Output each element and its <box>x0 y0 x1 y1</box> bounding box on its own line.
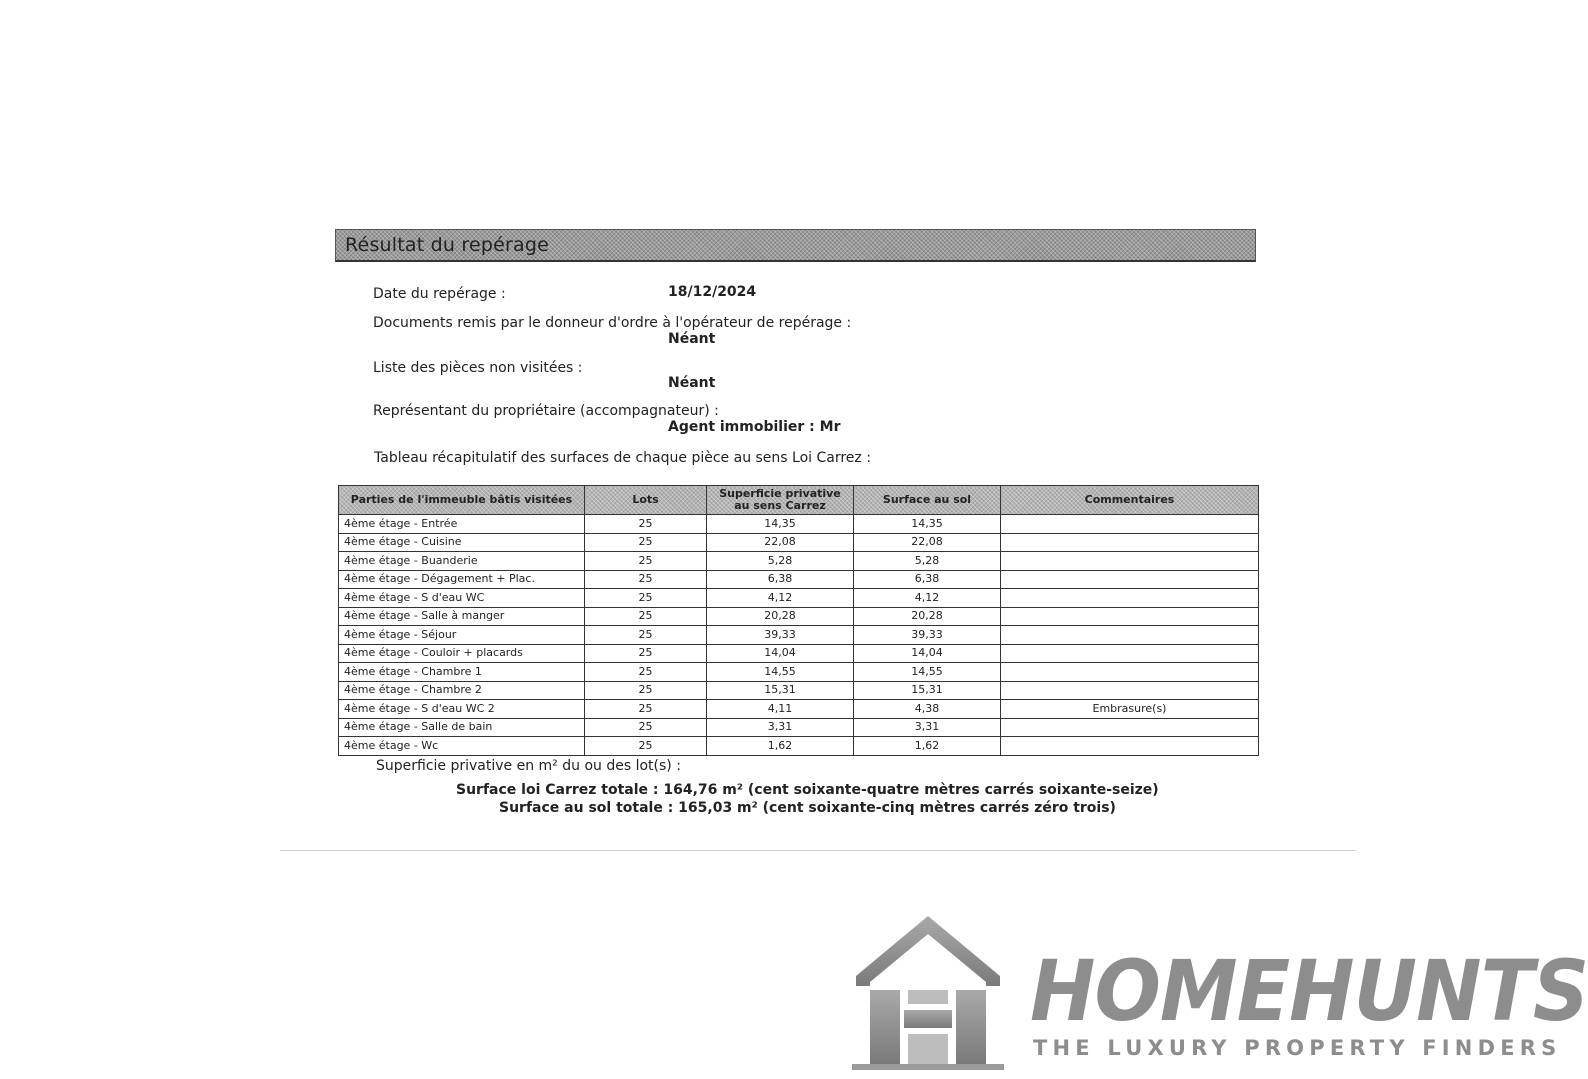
documents-label: Documents remis par le donneur d'ordre à l'opérateur de repérage : <box>373 315 852 331</box>
cell-sol: 4,12 <box>854 589 1001 608</box>
cell-lot: 25 <box>585 515 707 534</box>
table-row <box>339 718 1259 737</box>
cell-commentaire <box>1001 589 1259 608</box>
table-header-row <box>339 486 1259 515</box>
cell-sol: 1,62 <box>854 737 1001 756</box>
cell-partie: 4ème étage - Salle de bain <box>339 718 585 737</box>
cell-commentaire <box>1001 718 1259 737</box>
brand-tagline: THE LUXURY PROPERTY FINDERS <box>1033 1036 1562 1060</box>
table-row <box>339 533 1259 552</box>
house-logo-icon <box>848 912 1008 1072</box>
cell-sol: 22,08 <box>854 533 1001 552</box>
representative-label: Représentant du propriétaire (accompagnateur) : <box>373 403 719 419</box>
cell-carrez: 14,55 <box>707 663 854 682</box>
cell-sol: 14,55 <box>854 663 1001 682</box>
header-sol: Surface au sol <box>854 486 1001 515</box>
cell-partie: 4ème étage - Cuisine <box>339 533 585 552</box>
table-row <box>339 607 1259 626</box>
cell-sol: 20,28 <box>854 607 1001 626</box>
cell-carrez: 1,62 <box>707 737 854 756</box>
cell-commentaire <box>1001 515 1259 534</box>
cell-carrez: 39,33 <box>707 626 854 645</box>
cell-lot: 25 <box>585 570 707 589</box>
header-parties: Parties de l'immeuble bâtis visitées <box>339 486 585 515</box>
surface-table <box>338 485 1259 756</box>
documents-value: Néant <box>668 331 716 347</box>
table-row <box>339 515 1259 534</box>
cell-partie: 4ème étage - Chambre 1 <box>339 663 585 682</box>
table-row <box>339 700 1259 719</box>
cell-lot: 25 <box>585 663 707 682</box>
divider <box>280 850 1355 851</box>
cell-lot: 25 <box>585 718 707 737</box>
cell-commentaire <box>1001 681 1259 700</box>
cell-lot: 25 <box>585 533 707 552</box>
cell-sol: 14,35 <box>854 515 1001 534</box>
header-lots: Lots <box>585 486 707 515</box>
cell-carrez: 4,12 <box>707 589 854 608</box>
cell-sol: 4,38 <box>854 700 1001 719</box>
cell-carrez: 20,28 <box>707 607 854 626</box>
cell-carrez: 6,38 <box>707 570 854 589</box>
cell-sol: 14,04 <box>854 644 1001 663</box>
cell-commentaire <box>1001 626 1259 645</box>
date-label: Date du repérage : <box>373 286 506 302</box>
brand-watermark: HOMEHUNTS <box>1030 942 1588 1040</box>
table-row <box>339 552 1259 571</box>
section-title: Résultat du repérage <box>345 234 550 256</box>
cell-commentaire: Embrasure(s) <box>1001 700 1259 719</box>
table-row <box>339 663 1259 682</box>
cell-lot: 25 <box>585 681 707 700</box>
cell-commentaire <box>1001 607 1259 626</box>
cell-lot: 25 <box>585 644 707 663</box>
cell-sol: 5,28 <box>854 552 1001 571</box>
cell-lot: 25 <box>585 626 707 645</box>
cell-commentaire <box>1001 737 1259 756</box>
cell-carrez: 14,35 <box>707 515 854 534</box>
cell-sol: 15,31 <box>854 681 1001 700</box>
cell-partie: 4ème étage - Dégagement + Plac. <box>339 570 585 589</box>
cell-partie: 4ème étage - S d'eau WC 2 <box>339 700 585 719</box>
non-visited-value: Néant <box>668 375 716 391</box>
cell-partie: 4ème étage - S d'eau WC <box>339 589 585 608</box>
table-row <box>339 737 1259 756</box>
cell-carrez: 3,31 <box>707 718 854 737</box>
cell-commentaire <box>1001 533 1259 552</box>
cell-sol: 3,31 <box>854 718 1001 737</box>
carrez-total: Surface loi Carrez totale : 164,76 m² (cent soixante-quatre mètres carrés soixante-seize) <box>456 782 1159 798</box>
table-row <box>339 570 1259 589</box>
non-visited-label: Liste des pièces non visitées : <box>373 360 583 376</box>
cell-carrez: 5,28 <box>707 552 854 571</box>
representative-value: Agent immobilier : Mr <box>668 419 841 435</box>
date-value: 18/12/2024 <box>668 284 757 300</box>
table-row <box>339 681 1259 700</box>
table-row <box>339 626 1259 645</box>
cell-partie: 4ème étage - Wc <box>339 737 585 756</box>
header-carrez: Superficie privative au sens Carrez <box>707 486 854 515</box>
cell-carrez: 14,04 <box>707 644 854 663</box>
cell-commentaire <box>1001 552 1259 571</box>
ground-total: Surface au sol totale : 165,03 m² (cent soixante-cinq mètres carrés zéro trois) <box>499 800 1116 816</box>
cell-carrez: 15,31 <box>707 681 854 700</box>
cell-sol: 39,33 <box>854 626 1001 645</box>
cell-partie: 4ème étage - Buanderie <box>339 552 585 571</box>
header-commentaires: Commentaires <box>1001 486 1259 515</box>
cell-commentaire <box>1001 663 1259 682</box>
summary-label: Superficie privative en m² du ou des lot(s) : <box>376 758 681 774</box>
cell-sol: 6,38 <box>854 570 1001 589</box>
section-banner <box>335 229 1256 262</box>
cell-partie: 4ème étage - Séjour <box>339 626 585 645</box>
table-row <box>339 644 1259 663</box>
cell-lot: 25 <box>585 737 707 756</box>
cell-lot: 25 <box>585 552 707 571</box>
cell-lot: 25 <box>585 607 707 626</box>
cell-partie: 4ème étage - Entrée <box>339 515 585 534</box>
cell-partie: 4ème étage - Salle à manger <box>339 607 585 626</box>
table-intro: Tableau récapitulatif des surfaces de chaque pièce au sens Loi Carrez : <box>374 450 871 466</box>
cell-lot: 25 <box>585 700 707 719</box>
cell-partie: 4ème étage - Couloir + placards <box>339 644 585 663</box>
cell-lot: 25 <box>585 589 707 608</box>
cell-carrez: 4,11 <box>707 700 854 719</box>
cell-carrez: 22,08 <box>707 533 854 552</box>
cell-commentaire <box>1001 570 1259 589</box>
cell-commentaire <box>1001 644 1259 663</box>
cell-partie: 4ème étage - Chambre 2 <box>339 681 585 700</box>
table-row <box>339 589 1259 608</box>
